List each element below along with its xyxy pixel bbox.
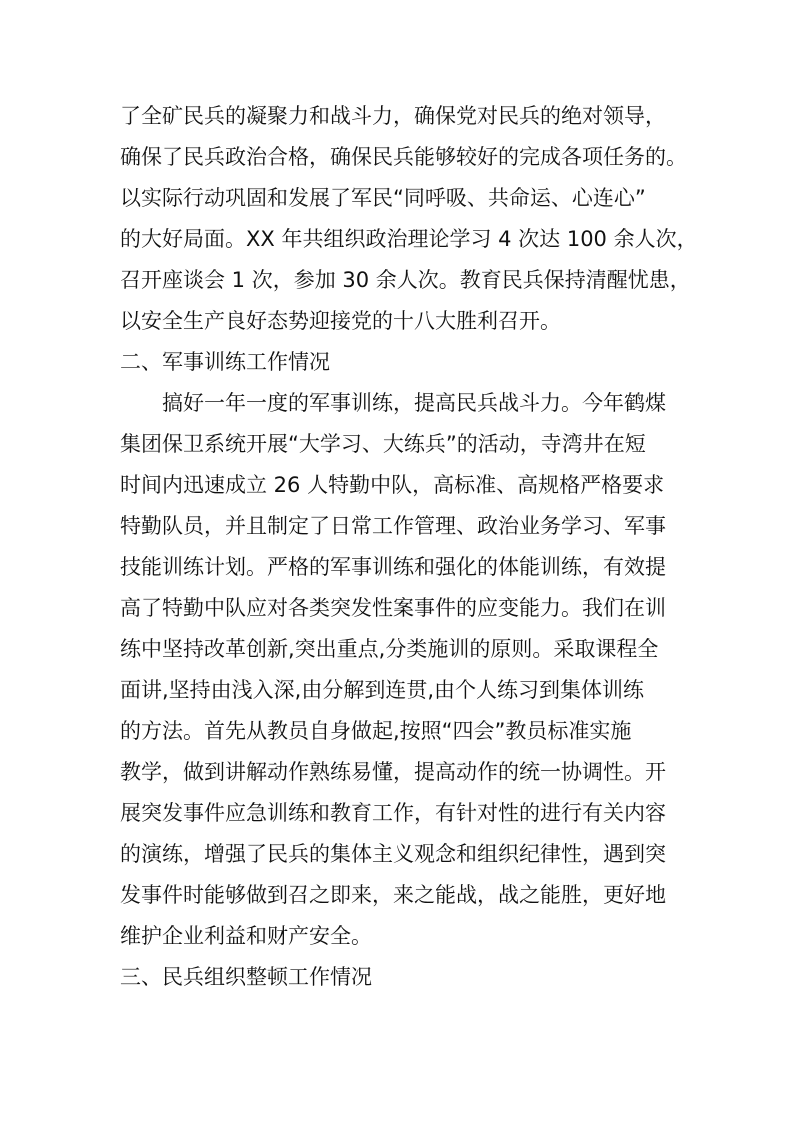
paragraph-line: 教学，做到讲解动作熟练易懂，提高动作的统一协调性。开	[120, 760, 666, 784]
paragraph-line: 练中坚持改革创新,突出重点,分类施训的原则。采取课程全	[120, 637, 659, 661]
paragraph-line: 搞好一年一度的军事训练，提高民兵战斗力。今年鹤煤	[162, 391, 666, 415]
paragraph-line: 召开座谈会 1 次，参加 30 余人次。教育民兵保持清醒忧患，	[120, 268, 691, 292]
paragraph-line: 发事件时能够做到召之即来，来之能战，战之能胜，更好地	[120, 883, 666, 907]
paragraph-line: 的演练，增强了民兵的集体主义观念和组织纪律性，遇到突	[120, 842, 666, 866]
paragraph-line: 的大好局面。XX 年共组织政治理论学习 4 次达 100 余人次，	[120, 227, 698, 251]
paragraph-line: 集团保卫系统开展“大学习、大练兵”的活动，寺湾井在短	[120, 432, 646, 456]
paragraph-line: 维护企业利益和财产安全。	[120, 924, 372, 948]
paragraph-line: 展突发事件应急训练和教育工作，有针对性的进行有关内容	[120, 801, 666, 825]
paragraph-line: 时间内迅速成立 26 人特勤中队，高标准、高规格严格要求	[120, 473, 665, 497]
section-heading: 三、民兵组织整顿工作情况	[120, 965, 372, 989]
paragraph-line: 以安全生产良好态势迎接党的十八大胜利召开。	[120, 309, 561, 333]
paragraph-line: 技能训练计划。严格的军事训练和强化的体能训练，有效提	[120, 555, 666, 579]
paragraph-line: 面讲,坚持由浅入深,由分解到连贯,由个人练习到集体训练	[120, 678, 645, 702]
document-body	[120, 96, 698, 998]
paragraph-line: 了全矿民兵的凝聚力和战斗力，确保党对民兵的绝对领导，	[120, 104, 666, 128]
paragraph-line: 确保了民兵政治合格，确保民兵能够较好的完成各项任务的。	[120, 145, 687, 169]
section-heading: 二、军事训练工作情况	[120, 350, 330, 374]
paragraph-line: 以实际行动巩固和发展了军民“同呼吸、共命运、心连心”	[120, 186, 646, 210]
paragraph-line: 特勤队员，并且制定了日常工作管理、政治业务学习、军事	[120, 514, 666, 538]
paragraph-line: 的方法。首先从教员自身做起,按照“四会”教员标准实施	[120, 719, 632, 743]
paragraph-line: 高了特勤中队应对各类突发性案事件的应变能力。我们在训	[120, 596, 666, 620]
